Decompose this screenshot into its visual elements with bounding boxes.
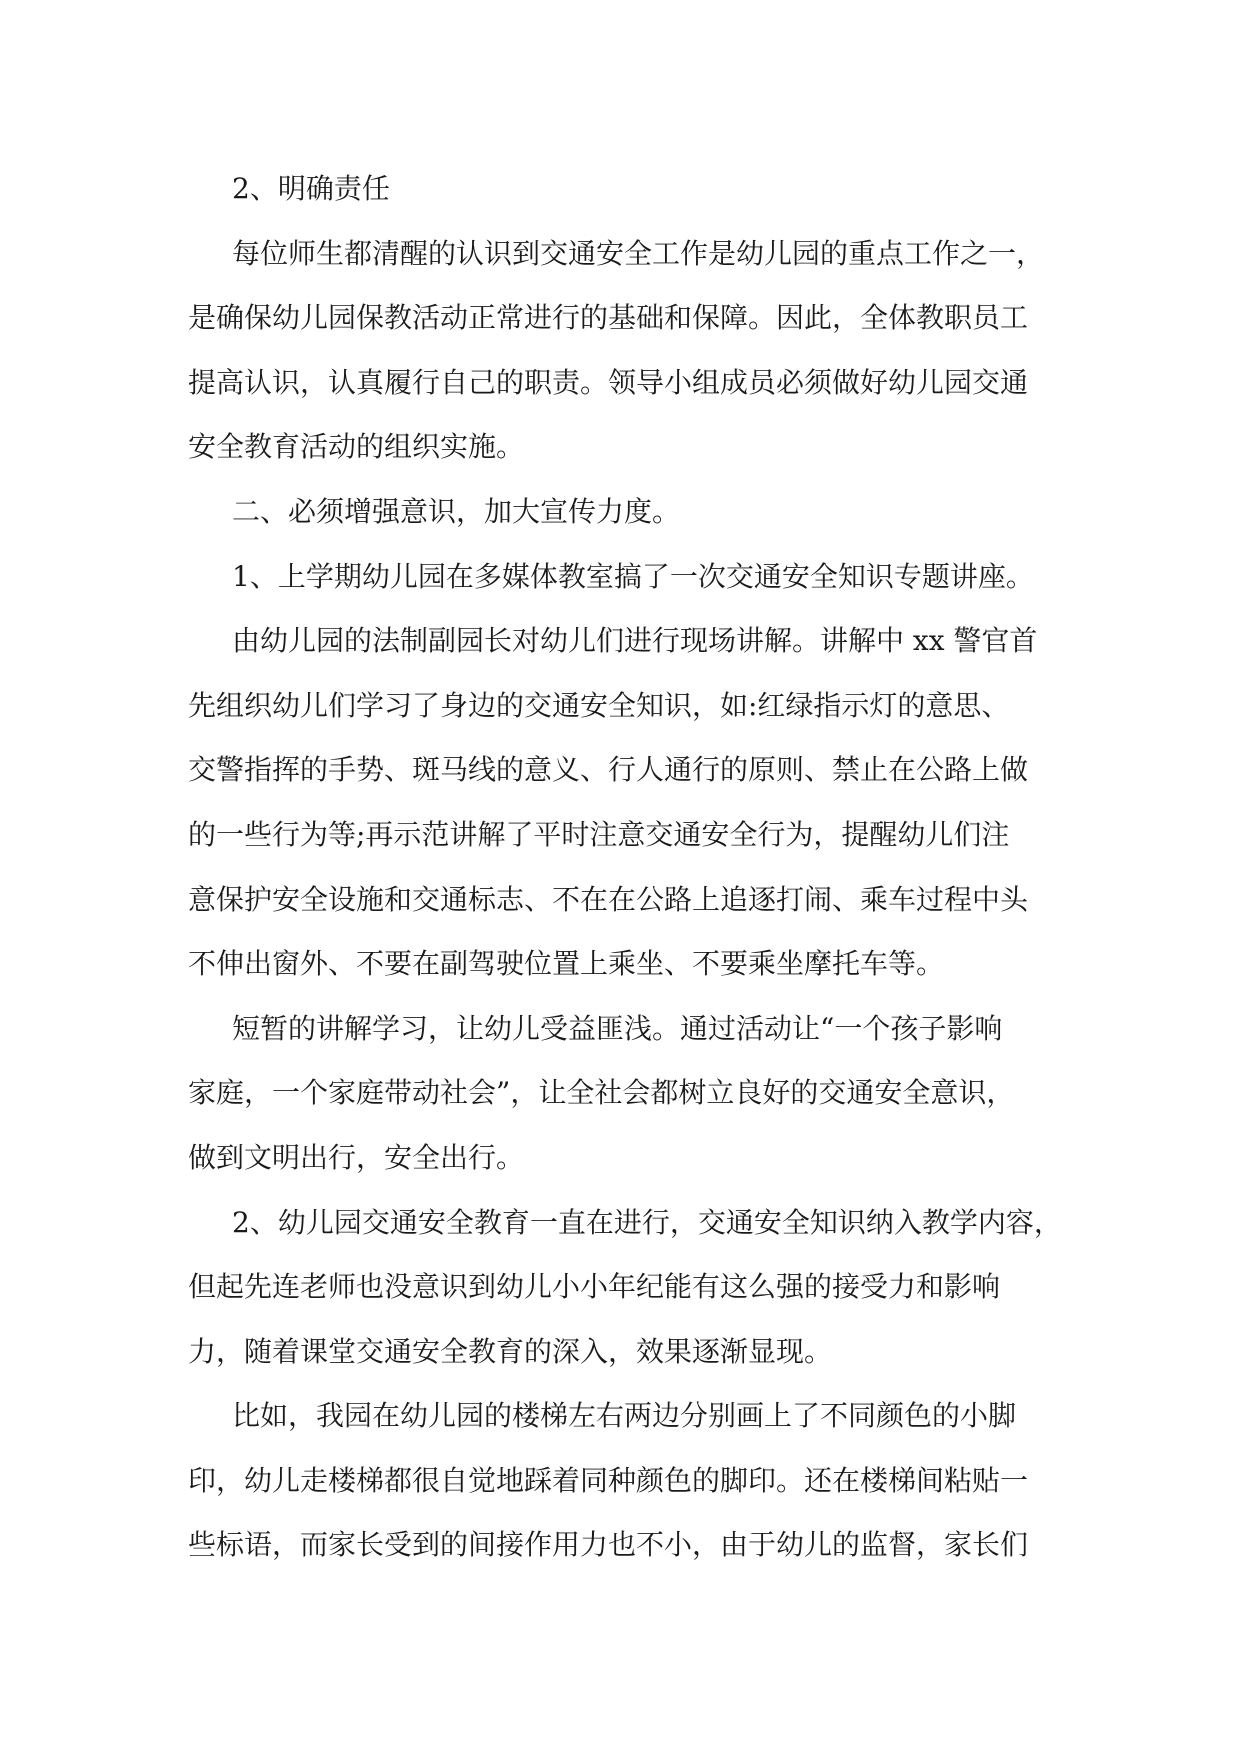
- text-line: 力，随着课堂交通安全教育的深入，效果逐渐显现。: [188, 1334, 833, 1368]
- text-line: 是确保幼儿园保教活动正常进行的基础和保障。因此，全体教职员工: [188, 301, 1029, 335]
- text-line: 但起先连老师也没意识到幼儿小小年纪能有这么强的接受力和影响: [188, 1270, 1001, 1304]
- text-line: 不伸出窗外、不要在副驾驶位置上乘坐、不要乘坐摩托车等。: [188, 947, 945, 981]
- text-line: 2、幼儿园交通安全教育一直在进行，交通安全知识纳入教学内容，: [232, 1205, 1062, 1239]
- text-line: 二、必须增强意识，加大宣传力度。: [232, 494, 681, 528]
- text-line: 意保护安全设施和交通标志、不在在公路上追逐打闹、乘车过程中头: [188, 882, 1029, 916]
- text-line: 家庭，一个家庭带动社会”，让全社会都树立良好的交通安全意识，: [188, 1076, 1015, 1110]
- text-line: 安全教育活动的组织实施。: [188, 430, 525, 464]
- document-body: [188, 157, 1068, 1578]
- text-line: 交警指挥的手势、斑马线的意义、行人通行的原则、禁止在公路上做: [188, 753, 1029, 787]
- text-line: 1、上学期幼儿园在多媒体教室搞了一次交通安全知识专题讲座。: [232, 559, 1034, 593]
- text-line: 由幼儿园的法制副园长对幼儿们进行现场讲解。讲解中 xx 警官首: [232, 624, 1038, 658]
- text-line: 每位师生都清醒的认识到交通安全工作是幼儿园的重点工作之一，: [232, 236, 1045, 270]
- text-line: 短暂的讲解学习，让幼儿受益匪浅。通过活动让“一个孩子影响: [232, 1011, 1003, 1045]
- text-line: 提高认识，认真履行自己的职责。领导小组成员必须做好幼儿园交通: [188, 365, 1029, 399]
- text-line: 印，幼儿走楼梯都很自觉地踩着同种颜色的脚印。还在楼梯间粘贴一: [188, 1463, 1029, 1497]
- text-line: 比如，我园在幼儿园的楼梯左右两边分别画上了不同颜色的小脚: [232, 1399, 1017, 1433]
- text-line: 先组织幼儿们学习了身边的交通安全知识，如:红绿指示灯的意思、: [188, 688, 1010, 722]
- text-line: 2、明确责任: [232, 172, 390, 205]
- text-line: 些标语，而家长受到的间接作用力也不小，由于幼儿的监督，家长们: [188, 1528, 1029, 1562]
- text-line: 做到文明出行，安全出行。: [188, 1140, 525, 1174]
- text-line: 的一些行为等;再示范讲解了平时注意交通安全行为，提醒幼儿们注: [188, 817, 1010, 851]
